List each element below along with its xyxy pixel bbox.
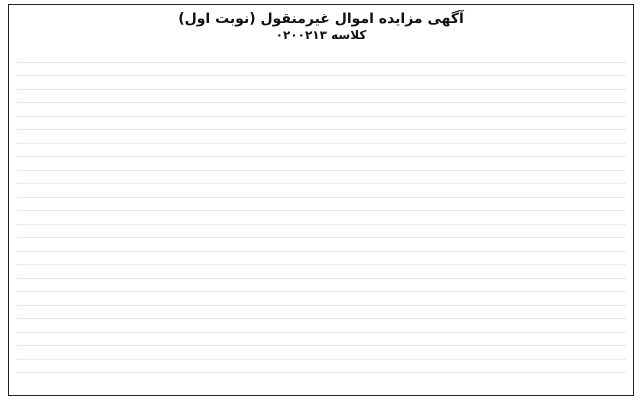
- notice-body-line: [17, 103, 625, 117]
- notice-body-line: [17, 130, 625, 144]
- notice-body-line: [17, 265, 625, 279]
- notice-body-line: [17, 144, 625, 158]
- notice-body-line: [17, 49, 625, 63]
- notice-body-line: [17, 333, 625, 347]
- notice-body-line: [17, 279, 625, 293]
- notice-file-number: کلاسه ۰۲۰۰۲۱۳: [275, 28, 367, 42]
- notice-body-line: [17, 252, 625, 266]
- auction-notice: [8, 4, 634, 396]
- notice-body-line: [17, 157, 625, 171]
- notice-body-line: [17, 184, 625, 198]
- notice-body-line: [17, 319, 625, 333]
- notice-body-line: [17, 117, 625, 131]
- notice-body-line: [17, 171, 625, 185]
- notice-body-line: [17, 225, 625, 239]
- notice-body-line: [17, 306, 625, 320]
- notice-body: [17, 49, 625, 375]
- notice-body-line: [17, 198, 625, 212]
- notice-title: آگهی مزایده اموال غیرمنقول (نوبت اول): [178, 11, 464, 27]
- notice-body-line: [17, 346, 625, 360]
- notice-body-line: [17, 292, 625, 306]
- notice-header: [9, 11, 633, 42]
- notice-body-line: [17, 360, 625, 374]
- notice-body-line: [17, 90, 625, 104]
- notice-body-line: [17, 238, 625, 252]
- notice-body-line: [17, 211, 625, 225]
- notice-body-line: [17, 63, 625, 77]
- notice-body-line: [17, 76, 625, 90]
